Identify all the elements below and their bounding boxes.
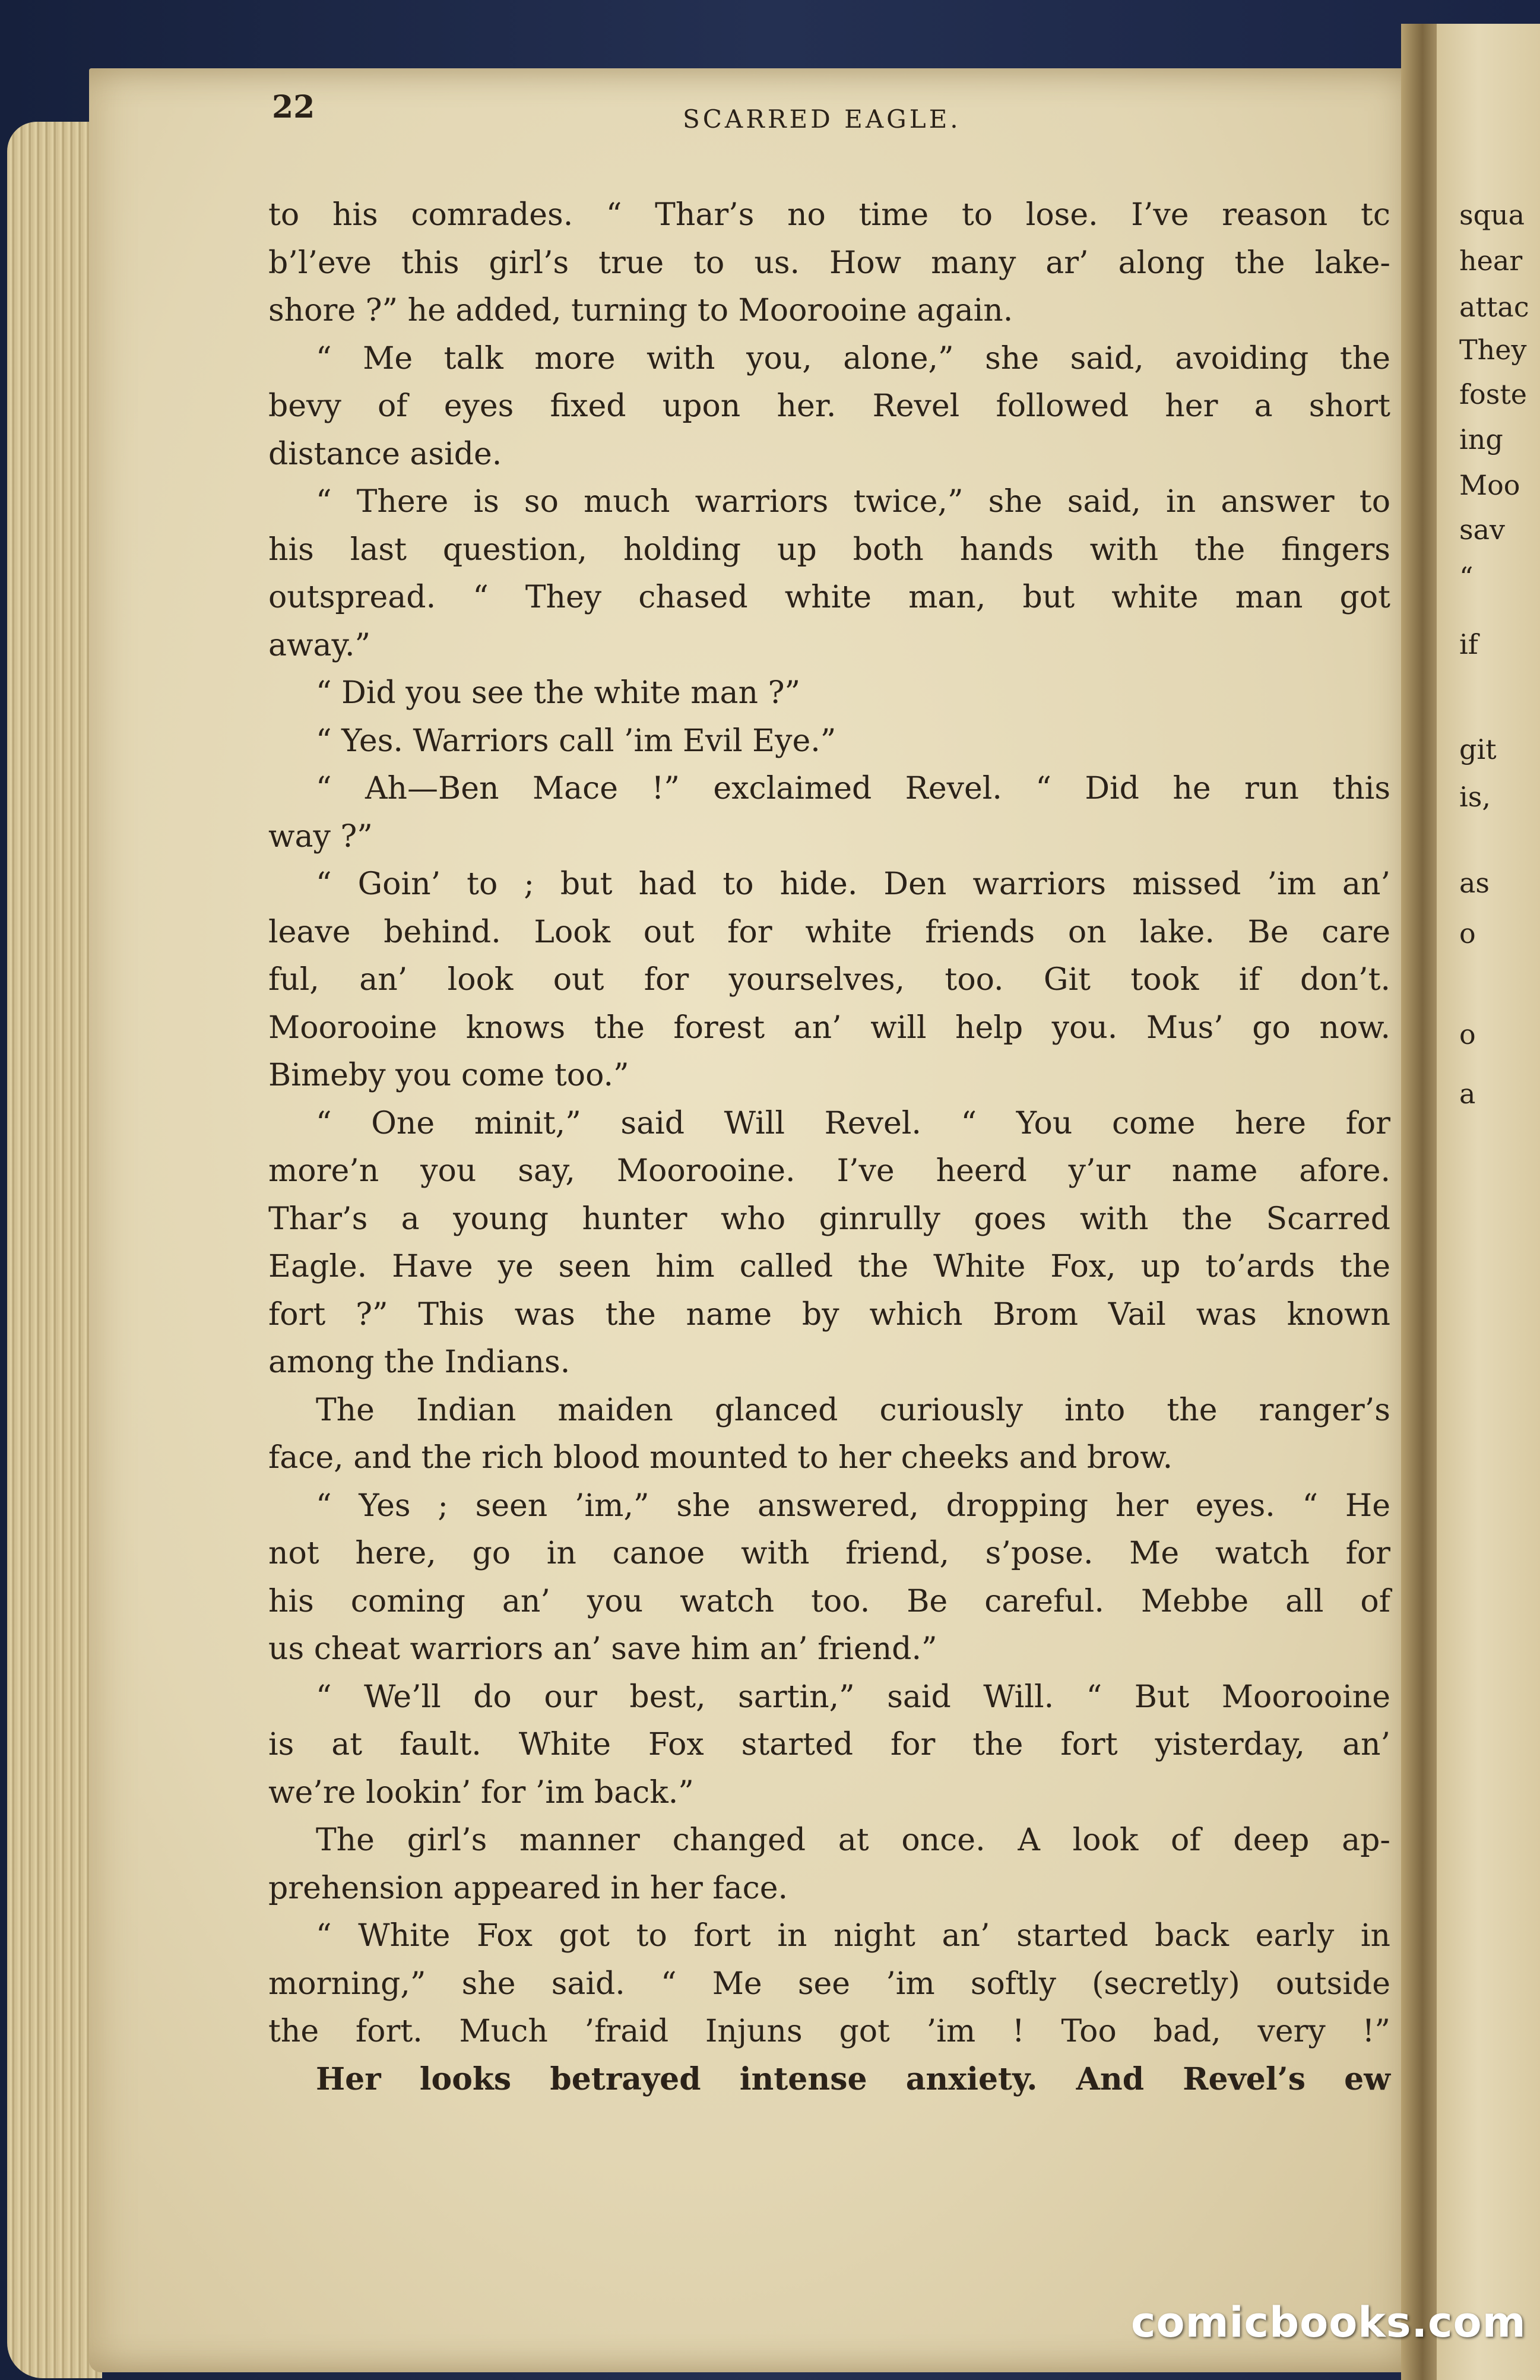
text-line: away.” <box>268 627 371 663</box>
text-line: “ Goin’ to ; but had to hide. Den warriors missed ’im an’ <box>316 866 1390 902</box>
text-line: Moorooine knows the forest an’ will help you. Mus’ go now. <box>268 1009 1390 1046</box>
text-line: The Indian maiden glanced curiously into the ranger’s <box>316 1392 1390 1428</box>
facing-page <box>1437 24 1540 2380</box>
facing-line: hear <box>1459 245 1523 277</box>
facing-line: “ <box>1459 561 1474 593</box>
facing-line: Moo <box>1459 469 1520 501</box>
watermark: comicbooks.com <box>1131 2298 1526 2347</box>
text-line: “ Yes. Warriors call ’im Evil Eye.” <box>316 723 836 759</box>
text-line: morning,” she said. “ Me see ’im softly (secretly) outside <box>268 1966 1390 2002</box>
text-line: shore ?” he added, turning to Moorooine again. <box>268 293 1013 328</box>
facing-line: git <box>1459 733 1497 765</box>
text-line: b’l’eve this girl’s true to us. How many ar’ along the lake- <box>268 245 1390 281</box>
text-line: “ We’ll do our best, sartin,” said Will. “ But Moorooine <box>316 1679 1390 1715</box>
text-line: “ One minit,” said Will Revel. “ You come here for <box>316 1105 1390 1141</box>
facing-line: attac <box>1459 291 1529 323</box>
text-line: “ Me talk more with you, alone,” she said, avoiding the <box>316 340 1390 376</box>
text-line: The girl’s manner changed at once. A look of deep ap- <box>316 1822 1390 1858</box>
facing-line: as <box>1459 867 1490 899</box>
text-line: way ?” <box>268 818 373 854</box>
text-line: his coming an’ you watch too. Be careful. Mebbe all of <box>268 1583 1390 1619</box>
text-line: we’re lookin’ for ’im back.” <box>268 1774 694 1811</box>
text-line: Her looks betrayed intense anxiety. And Revel’s ew <box>316 2061 1390 2097</box>
text-line: his last question, holding up both hands with the fingers <box>268 531 1390 568</box>
facing-line: a <box>1459 1078 1476 1110</box>
text-line: “ Did you see the white man ?” <box>316 675 801 711</box>
facing-line: squa <box>1459 199 1525 231</box>
text-line: “ Yes ; seen ’im,” she answered, dropping her eyes. “ He <box>316 1488 1390 1524</box>
text-line: face, and the rich blood mounted to her cheeks and brow. <box>268 1440 1173 1476</box>
facing-line: sav <box>1459 514 1506 546</box>
facing-line: They <box>1459 334 1527 366</box>
text-line: to his comrades. “ Thar’s no time to lose. I’ve reason tc <box>268 197 1390 233</box>
text-line: Bimeby you come too.” <box>268 1058 629 1093</box>
text-line: distance aside. <box>268 436 502 472</box>
running-head: SCARRED EAGLE. <box>683 105 961 134</box>
text-line: leave behind. Look out for white friends on lake. Be care <box>268 914 1390 950</box>
facing-line: foste <box>1459 378 1528 410</box>
facing-line: o <box>1459 1018 1476 1050</box>
text-line: more’n you say, Moorooine. I’ve heerd y’ur name afore. <box>268 1153 1390 1189</box>
text-line: Thar’s a young hunter who ginrully goes with the Scarred <box>268 1201 1390 1237</box>
body-text <box>268 191 1390 2103</box>
text-line: ful, an’ look out for yourselves, too. Git took if don’t. <box>268 962 1390 998</box>
facing-line: if <box>1459 628 1478 660</box>
page-number: 22 <box>272 89 315 125</box>
text-line: not here, go in canoe with friend, s’pose. Me watch for <box>268 1536 1390 1571</box>
text-line: outspread. “ They chased white man, but white man got <box>268 580 1390 615</box>
text-line: the fort. Much ’fraid Injuns got ’im ! Too bad, very !” <box>268 2014 1390 2049</box>
facing-line: ing <box>1459 423 1503 455</box>
text-line: us cheat warriors an’ save him an’ friend.” <box>268 1631 937 1667</box>
text-line: “ There is so much warriors twice,” she said, in answer to <box>316 484 1390 520</box>
text-line: fort ?” This was the name by which Brom Vail was known <box>268 1296 1390 1333</box>
text-line: “ Ah—Ben Mace !” exclaimed Revel. “ Did he run this <box>316 771 1390 806</box>
facing-line: is, <box>1459 781 1491 813</box>
text-line: bevy of eyes fixed upon her. Revel followed her a short <box>268 388 1390 424</box>
text-line: is at fault. White Fox started for the fort yisterday, an’ <box>268 1727 1390 1762</box>
text-line: prehension appeared in her face. <box>268 1870 788 1906</box>
facing-line: o <box>1459 917 1476 950</box>
text-line: among the Indians. <box>268 1344 571 1380</box>
text-line: Eagle. Have ye seen him called the White Fox, up to’ards the <box>268 1249 1390 1284</box>
text-line: “ White Fox got to fort in night an’ started back early in <box>316 1918 1390 1954</box>
page-stack-edge <box>7 122 102 2378</box>
